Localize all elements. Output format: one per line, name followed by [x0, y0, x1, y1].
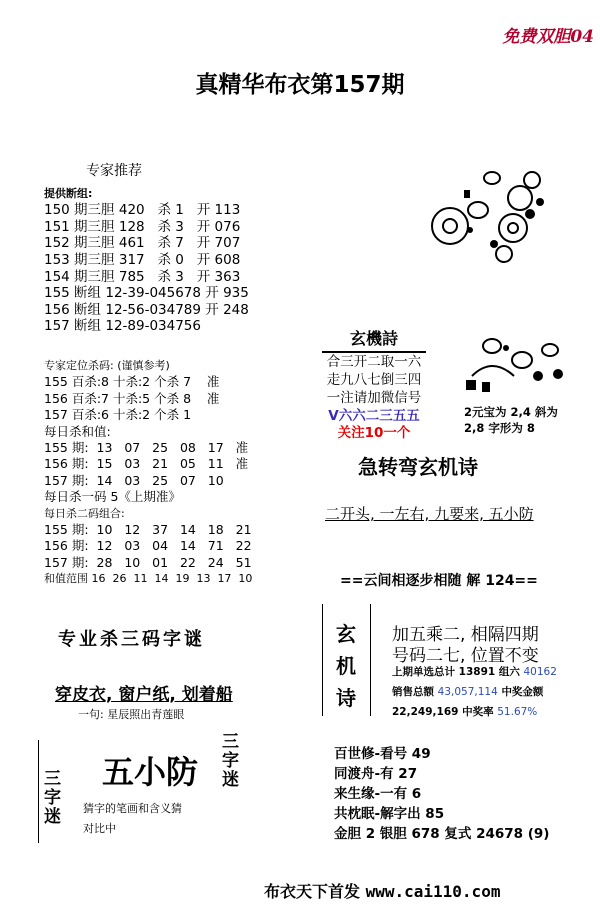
poem-line: 二开头, 一左右, 九要来, 五小防 [325, 505, 534, 523]
riddle-hint: 一句: 星辰照出青莲眼 [78, 708, 185, 721]
image-hint: 2,8 字形为 8 [464, 421, 535, 435]
expert-section [44, 163, 249, 335]
stat-label: 销售总额 [392, 686, 434, 698]
stat-label: 中奖金额 [501, 686, 544, 698]
kill-row: 和值范围 16 26 11 14 19 13 17 10 [44, 572, 253, 586]
kill-row: 157 百杀:6 十杀:2 个杀 1 [44, 407, 192, 423]
coin-charm-illustration [420, 168, 552, 268]
tip-line: 金胆 2 银胆 678 复式 24678 (9) [334, 826, 550, 842]
riddle-heading: 专业杀三码字谜 [58, 629, 205, 650]
expert-row: 152 期三胆 461 杀 7 开 707 [44, 235, 241, 252]
expert-subheading: 提供断组: [44, 186, 93, 200]
kill-row: 155 期: 13 07 25 08 17 准 [44, 440, 249, 456]
footer-text: 布衣天下首发 [264, 882, 361, 901]
expert-row: 153 期三胆 317 杀 0 开 608 [44, 251, 241, 268]
kill-row: 155 期: 10 12 37 14 18 21 [44, 522, 252, 538]
wuxiao-side-right: 三字迷 [222, 732, 239, 790]
xuanji-vertical-title: 玄机诗 [336, 622, 356, 710]
xuanji-follow: 关注10一个 [337, 425, 411, 441]
kill-row: 155 百杀:8 十杀:2 个杀 7 准 [44, 374, 220, 390]
stat-line [392, 684, 543, 699]
xuanji-heading: 玄機詩 [322, 326, 426, 353]
xuanji-wechat: V六六二三五五 [328, 408, 420, 424]
divider [322, 604, 323, 716]
kill-row: 157 期: 14 03 25 07 10 [44, 472, 224, 488]
cloud-line: ==云间相逐步相随 解 124== [340, 573, 538, 589]
stat-value: 51.67% [497, 706, 538, 718]
poem-heading: 急转弯玄机诗 [358, 455, 478, 479]
xuanji-box-line: 加五乘二, 相隔四期 [392, 625, 539, 645]
kill-row: 156 百杀:7 十杀:5 个杀 8 准 [44, 390, 220, 406]
wuxiao-line: 猜字的笔画和含义猜 [83, 802, 182, 815]
expert-heading: 专家推荐 [86, 163, 142, 179]
xuanji-box-line: 号码二七, 位置不变 [392, 646, 539, 666]
xuanji-line: 合三开二取一六 [326, 354, 422, 370]
kill-row: 每日杀和值: [44, 423, 111, 439]
expert-row: 154 期三胆 785 杀 3 开 363 [44, 268, 241, 285]
corner-tag: 免费双胆04 [502, 27, 594, 47]
stat-line [392, 664, 557, 679]
stat-value: 13891 [458, 666, 496, 678]
stat-label: 中奖率 [462, 706, 494, 718]
stat-label: 上期单选总计 [392, 666, 455, 678]
wuxiao-line: 对比中 [83, 822, 116, 835]
tip-line: 百世修-看号 49 [334, 746, 431, 762]
expert-row: 156 断组 12-56-034789 开 248 [44, 301, 249, 318]
stat-line [392, 704, 537, 719]
kill-row: 每日杀二码组合: [44, 506, 125, 520]
divider [370, 604, 371, 716]
tip-line: 来生缘-一有 6 [334, 786, 422, 802]
stat-value: 40162 [523, 666, 557, 678]
ingot-illustration [462, 336, 572, 398]
image-hint: 2元宝为 2,4 斜为 [464, 405, 558, 419]
expert-row: 155 断组 12-39-045678 开 935 [44, 285, 249, 302]
xuanji-line: 走九八七倒三四 [326, 372, 422, 388]
kill-heading: 专家定位杀码: (谨慎参考) [44, 359, 170, 372]
kill-row: 157 期: 28 10 01 22 24 51 [44, 554, 252, 570]
kill-section [44, 358, 252, 588]
footer-url[interactable]: www.cai110.com [365, 882, 501, 901]
expert-row: 151 期三胆 128 杀 3 开 076 [44, 218, 241, 235]
kill-row: 156 期: 15 03 21 05 11 准 [44, 456, 249, 472]
expert-row: 150 期三胆 420 杀 1 开 113 [44, 202, 241, 219]
stat-value: 22,249,169 [392, 706, 459, 718]
kill-row: 每日杀一码 5《上期准》 [44, 489, 181, 505]
stat-value: 43,057,114 [437, 686, 498, 698]
kill-row: 156 期: 12 03 04 14 71 22 [44, 538, 252, 554]
expert-row: 157 断组 12-89-034756 [44, 318, 201, 335]
page-title: 真精华布衣第157期 [195, 72, 405, 98]
xuanji-line: 一注请加微信号 [326, 390, 422, 406]
stat-label: 组六 [498, 666, 520, 678]
wuxiao-title: 五小防 [102, 753, 199, 791]
riddle-text: 穿皮衣, 窗户纸, 划着船 [55, 685, 233, 705]
tip-line: 共枕眠-解字出 85 [334, 806, 445, 822]
tip-line: 同渡舟-有 27 [334, 766, 418, 782]
wuxiao-side-left: 三字迷 [44, 769, 61, 827]
footer [264, 879, 500, 902]
